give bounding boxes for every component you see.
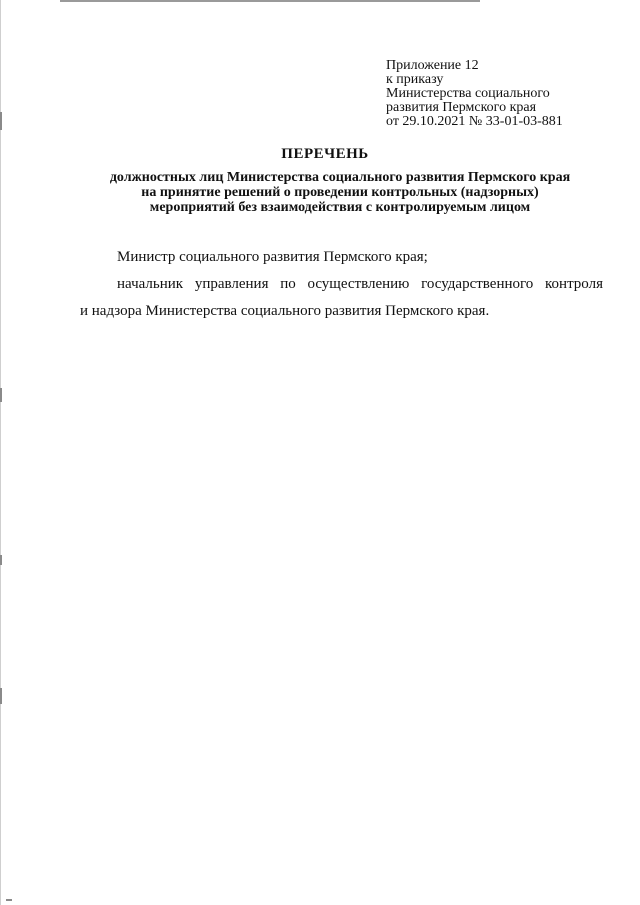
subtitle-line: должностных лиц Министерства социального развития Пермского края bbox=[109, 170, 571, 185]
list-item-minister: Министр социального развития Пермского края; bbox=[117, 249, 428, 265]
subtitle-line: на принятие решений о проведении контрольных (надзорных) bbox=[141, 185, 539, 200]
document-subtitle bbox=[60, 170, 620, 215]
list-item-head-line-1: начальник управления по осуществлению государственного контроля bbox=[117, 276, 603, 292]
document-title: ПЕРЕЧЕНЬ bbox=[281, 146, 369, 162]
appendix-block bbox=[386, 59, 563, 129]
scan-mark bbox=[0, 555, 2, 565]
scan-mark bbox=[0, 688, 2, 704]
appendix-order-ref: к приказу bbox=[386, 72, 444, 87]
subtitle-line: мероприятий без взаимодействия с контролируемым лицом bbox=[149, 200, 531, 215]
appendix-date-number: от 29.10.2021 № 33-01-03-881 bbox=[386, 114, 563, 129]
document-body bbox=[80, 244, 603, 325]
scan-edge-top bbox=[60, 0, 480, 2]
list-item-head-line-2: и надзора Министерства социального развития Пермского края. bbox=[80, 303, 490, 319]
appendix-ministry: Министерства социального bbox=[386, 86, 550, 101]
scan-mark bbox=[0, 112, 2, 130]
appendix-number: Приложение 12 bbox=[386, 58, 479, 73]
appendix-region: развития Пермского края bbox=[386, 100, 537, 115]
scan-mark bbox=[6, 899, 12, 901]
scan-edge-left bbox=[0, 0, 1, 905]
scan-mark bbox=[0, 388, 2, 402]
